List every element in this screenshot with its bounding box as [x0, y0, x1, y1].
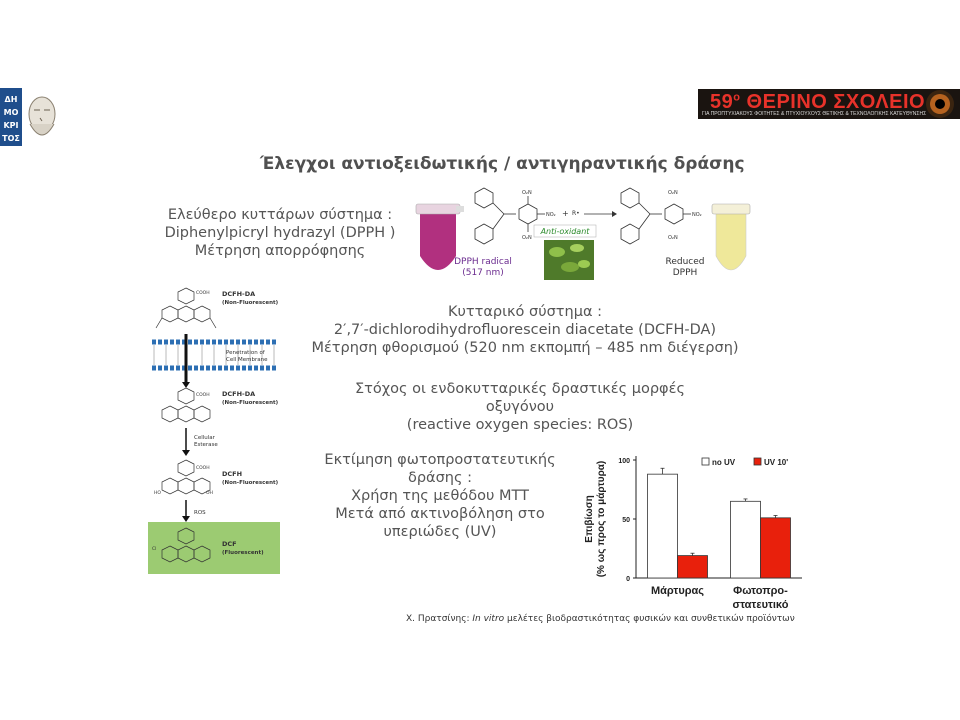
reduced-dpph-label-1: Reduced	[665, 257, 705, 267]
x-category-label: στατευτικό	[732, 599, 789, 611]
cell-free-system-text	[150, 206, 410, 260]
bar-no-uv	[731, 501, 761, 578]
dpph-radical-label-1: DPPH radical	[454, 257, 512, 267]
o2n-label-right-top: O₂N	[668, 190, 678, 196]
no2-label-right: NO₂	[692, 212, 702, 218]
cell-membrane-label: Cell Membrane	[226, 357, 268, 363]
cellular-label: Cellular	[194, 435, 215, 441]
cooh-label-2: COOH	[196, 393, 210, 398]
cellular-line-1: Κυτταρικό σύστημα :	[447, 304, 603, 320]
dcfh-da-pathway-figure	[148, 284, 300, 576]
dpph-radical-label	[448, 257, 518, 279]
logo-letters: ΔΗ	[4, 95, 18, 104]
anti-oxidant-label: Anti-oxidant	[540, 227, 590, 236]
cl-label: Cl	[152, 547, 157, 552]
dcf-label: DCF	[222, 540, 237, 548]
caption-prefix: Χ. Πρατσίνης:	[406, 614, 473, 624]
dcf-fluorescent-box	[148, 522, 280, 574]
fluorescent-label: (Fluorescent)	[222, 550, 264, 556]
non-fluorescent-label-2: (Non-Fluorescent)	[222, 400, 279, 406]
reduced-dpph-structure	[621, 188, 691, 244]
banner-title: $59^o$ ΘΕΡΙΝΟ ΣΧΟΛΕΙΟ	[710, 91, 926, 113]
cellular-system-text	[300, 303, 750, 357]
survival-bar-chart	[570, 448, 810, 628]
demokritos-logo	[0, 88, 62, 146]
svg-text:ΚΡΙ: ΚΡΙ	[3, 121, 19, 130]
cooh-label-1: COOH	[196, 291, 210, 296]
o2n-label-top: O₂N	[522, 190, 532, 196]
y-tick-label: 100	[618, 458, 630, 465]
non-fluorescent-label-1: (Non-Fluorescent)	[222, 300, 279, 306]
reduced-dpph-label-2: DPPH	[672, 268, 698, 278]
o2n-label-bottom: O₂N	[522, 235, 532, 241]
legend-label: no UV	[712, 458, 736, 467]
reduced-dpph-yellow-tube	[712, 204, 750, 270]
x-category-label: Μάρτυρας	[650, 585, 705, 597]
dcfh-da-label-2: DCFH-DA	[222, 390, 256, 398]
svg-text:ΜΟ: ΜΟ	[3, 108, 19, 117]
oh-label-3: OH	[206, 491, 213, 496]
no2-label: NO₂	[546, 212, 556, 218]
photo-line-4: Μετά από ακτινοβόληση στο	[335, 506, 545, 522]
cell-free-line-3: Μέτρηση απορρόφησης	[194, 243, 366, 259]
plant-leaves-photo	[544, 240, 594, 280]
cellular-line-2: 2′,7′-dichlorodihydrofluorescein diacetate (DCFH-DA)	[333, 322, 717, 338]
caption-rest: μελέτες βιοδραστικότητας φυσικών και συνθετικών προϊόντων	[504, 614, 795, 624]
ros-target-text	[320, 380, 720, 434]
photo-line-1: Εκτίμηση φωτοπροστατευτικής	[324, 452, 556, 468]
cooh-label-3: COOH	[196, 466, 210, 471]
plus-sign: +	[562, 209, 569, 218]
bar-no-uv	[648, 474, 678, 578]
svg-text:ΤΟΣ: ΤΟΣ	[2, 134, 20, 143]
legend-swatch	[754, 458, 761, 465]
esterase-label: Esterase	[194, 442, 218, 448]
cell-free-line-1: Ελεύθερο κυττάρων σύστημα :	[167, 207, 393, 223]
bar-uv	[678, 556, 708, 578]
o2n-label-right-bottom: O₂N	[668, 235, 678, 241]
radical-label: R•	[572, 210, 580, 217]
penetration-label: Penetration of	[226, 350, 265, 356]
caption-italic: In vitro	[472, 614, 505, 624]
ros-label: ROS	[194, 510, 206, 516]
y-axis-label-2: (% ως προς το μάρτυρα)	[596, 460, 607, 578]
bar-uv	[761, 518, 791, 578]
cellular-line-3: Μέτρηση φθορισμού (520 nm εκπομπή – 485 nm διέγερση)	[311, 340, 739, 356]
photo-line-5: υπεριώδες (UV)	[383, 524, 497, 540]
non-fluorescent-label-3: (Non-Fluorescent)	[222, 480, 279, 486]
dpph-radical-label-2: (517 nm)	[462, 268, 504, 278]
y-tick-label: 50	[622, 517, 630, 524]
target-line-1: Στόχος οι ενδοκυτταρικές δραστικές μορφές οξυγόνου	[355, 381, 685, 415]
target-line-2: (reactive oxygen species: ROS)	[406, 417, 634, 433]
reduced-dpph-label	[655, 257, 715, 279]
x-category-label: Φωτοπρο-	[733, 585, 788, 597]
y-axis-label-1: Επιβίωση	[584, 495, 595, 543]
photoprotection-text	[310, 451, 570, 541]
photo-line-3: Χρήση της μεθόδου MTT	[351, 488, 529, 504]
eye-icon	[920, 89, 960, 119]
slide-title: Έλεγχοι αντιοξειδωτικής / αντιγηραντικής δράσης	[260, 154, 745, 174]
y-tick-label: 0	[626, 576, 630, 583]
legend-swatch	[702, 458, 709, 465]
dcfh-label: DCFH	[222, 470, 243, 478]
banner-subtitle: ΓΙΑ ΠΡΟΠΤΥΧΙΑΚΟΥΣ ΦΟΙΤΗΤΕΣ & ΠΤΥΧΙΟΥΧΟΥΣ ΘΕΤΙΚΗΣ & ΤΕΧΝΟΛΟΓΙΚΗΣ ΚΑΤΕΥΘΥΝΣΗΣ	[702, 111, 927, 117]
photo-line-2: δράσης :	[407, 470, 473, 486]
cell-free-line-2: Diphenylpicryl hydrazyl (DPPH )	[164, 225, 396, 241]
dcfh-da-label-1: DCFH-DA	[222, 290, 256, 298]
legend-label: UV 10'	[764, 458, 789, 467]
figure-caption	[406, 614, 795, 624]
ho-label-3: HO	[154, 491, 161, 496]
summer-school-banner	[698, 89, 960, 119]
